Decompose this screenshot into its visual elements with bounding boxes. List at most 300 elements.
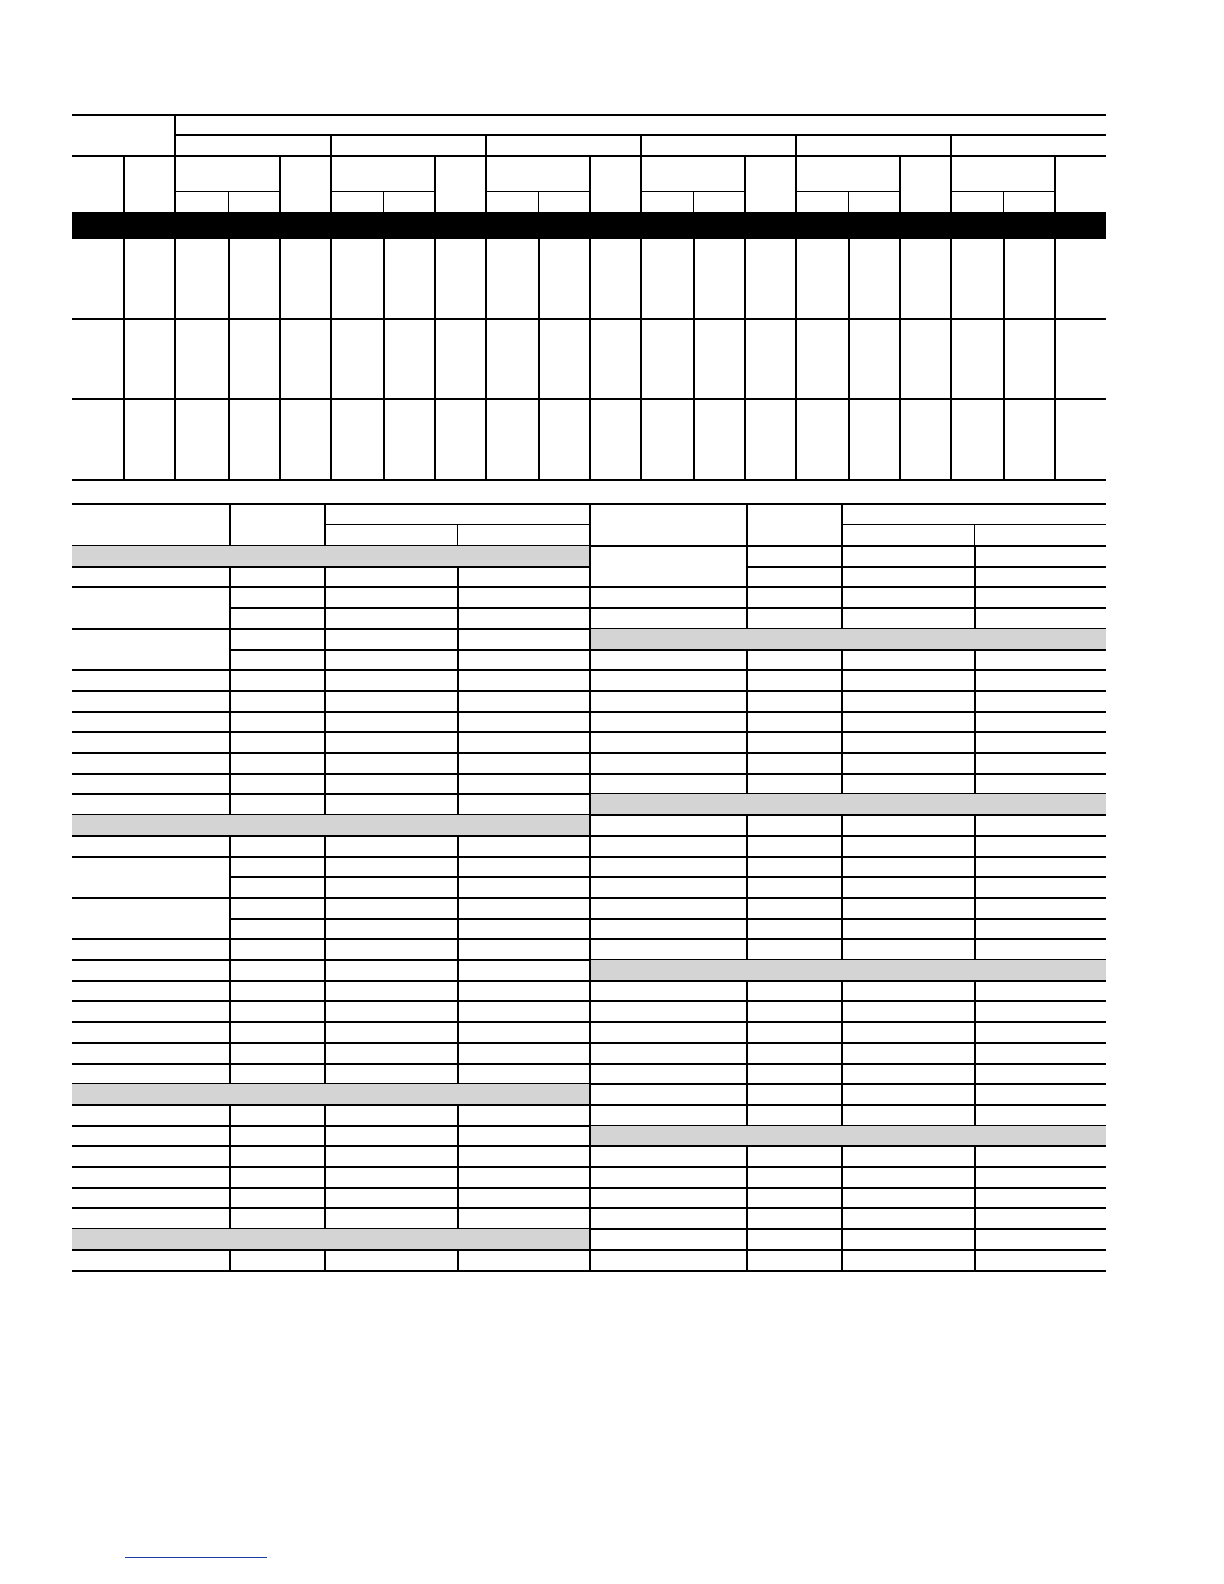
left-col-divider bbox=[457, 1104, 459, 1125]
left-col-divider bbox=[229, 876, 231, 897]
right-col-divider bbox=[746, 731, 748, 752]
upper-table-subcol-divider bbox=[899, 155, 901, 212]
right-row-rule bbox=[589, 918, 1106, 920]
lower-table-center-divider bbox=[589, 1042, 591, 1063]
right-row-rule bbox=[589, 980, 1106, 982]
right-col-divider bbox=[746, 980, 748, 1000]
left-col-divider bbox=[229, 938, 231, 959]
right-col-divider bbox=[841, 876, 843, 897]
lower-table-center-divider bbox=[589, 1166, 591, 1187]
left-col-divider bbox=[229, 1000, 231, 1021]
left-col-divider bbox=[457, 649, 459, 669]
right-col-divider bbox=[746, 1104, 748, 1125]
right-col-divider bbox=[746, 918, 748, 938]
upper-table-group-divider bbox=[640, 134, 642, 212]
left-col-divider bbox=[324, 1249, 326, 1270]
right-col-divider bbox=[974, 814, 976, 835]
upper-table-body-col bbox=[330, 239, 332, 480]
left-row-rule bbox=[72, 773, 589, 775]
left-row-rule bbox=[72, 938, 589, 940]
right-col-divider bbox=[746, 938, 748, 959]
right-col-divider bbox=[974, 1166, 976, 1187]
left-row-rule bbox=[72, 1000, 589, 1002]
left-col-divider bbox=[457, 1187, 459, 1207]
right-col-divider bbox=[746, 1021, 748, 1042]
right-row-rule bbox=[589, 876, 1106, 878]
left-row-rule bbox=[72, 1187, 589, 1189]
right-row-rule bbox=[589, 773, 1106, 775]
left-row-rule bbox=[72, 566, 589, 568]
right-col-divider bbox=[746, 752, 748, 773]
left-row-rule bbox=[229, 918, 589, 920]
left-col-divider bbox=[457, 669, 459, 690]
lower-table-center-divider bbox=[589, 897, 591, 918]
left-col-divider bbox=[229, 731, 231, 752]
left-section-heading-row bbox=[72, 815, 589, 835]
upper-table-subgroup-rule bbox=[950, 191, 1054, 192]
left-section-heading-row bbox=[72, 1084, 589, 1104]
left-col-divider bbox=[324, 1207, 326, 1228]
lower-table-center-divider bbox=[589, 959, 591, 980]
right-col-divider bbox=[974, 1187, 976, 1207]
lower-table-center-divider bbox=[589, 1187, 591, 1207]
lower-table-header-col bbox=[841, 503, 843, 546]
upper-table-subcol-divider bbox=[228, 191, 229, 212]
left-col-divider bbox=[457, 938, 459, 959]
left-col-divider bbox=[324, 918, 326, 938]
upper-table-group-divider bbox=[950, 134, 952, 212]
left-col-divider bbox=[229, 1125, 231, 1145]
right-col-divider bbox=[746, 1249, 748, 1270]
lower-table-center-divider bbox=[589, 690, 591, 711]
left-col-divider bbox=[457, 711, 459, 731]
right-col-divider bbox=[974, 752, 976, 773]
right-col-divider bbox=[841, 938, 843, 959]
right-col-divider bbox=[746, 1187, 748, 1207]
right-col-divider bbox=[841, 1104, 843, 1125]
right-col-divider bbox=[974, 1249, 976, 1270]
right-section-heading-row bbox=[589, 1126, 1106, 1145]
right-col-divider bbox=[841, 1021, 843, 1042]
right-row-rule bbox=[589, 690, 1106, 692]
left-col-divider bbox=[229, 1104, 231, 1125]
left-col-divider bbox=[229, 980, 231, 1000]
left-col-divider bbox=[457, 793, 459, 814]
left-col-divider bbox=[457, 1000, 459, 1021]
right-col-divider bbox=[974, 669, 976, 690]
right-col-divider bbox=[974, 566, 976, 586]
right-col-divider bbox=[746, 1228, 748, 1249]
right-row-rule bbox=[589, 1207, 1106, 1209]
lower-table-center-divider bbox=[589, 1104, 591, 1125]
lower-table-center-divider bbox=[589, 793, 591, 814]
left-col-divider bbox=[457, 1249, 459, 1270]
left-row-rule bbox=[72, 1166, 589, 1168]
left-col-divider bbox=[324, 1021, 326, 1042]
upper-table-col-divider bbox=[123, 155, 125, 212]
left-col-divider bbox=[229, 1145, 231, 1166]
right-col-divider bbox=[974, 649, 976, 669]
right-col-divider bbox=[841, 690, 843, 711]
upper-table-group-divider bbox=[330, 134, 332, 212]
right-col-divider bbox=[841, 586, 843, 607]
right-col-divider bbox=[746, 711, 748, 731]
right-row-rule bbox=[589, 856, 1106, 858]
left-col-divider bbox=[229, 628, 231, 649]
lower-table-center-divider bbox=[589, 566, 591, 586]
right-col-divider bbox=[974, 1207, 976, 1228]
lower-table-center-divider bbox=[589, 607, 591, 628]
left-col-divider bbox=[457, 586, 459, 607]
lower-table-center-divider bbox=[589, 545, 591, 566]
left-col-divider bbox=[324, 938, 326, 959]
left-col-divider bbox=[457, 980, 459, 1000]
left-row-rule bbox=[72, 856, 589, 858]
right-col-divider bbox=[746, 607, 748, 628]
right-row-rule bbox=[589, 938, 1106, 940]
left-col-divider bbox=[229, 586, 231, 607]
left-col-divider bbox=[324, 1000, 326, 1021]
lower-table-header-col bbox=[746, 503, 748, 546]
left-row-rule bbox=[72, 711, 589, 713]
left-col-divider bbox=[324, 566, 326, 586]
upper-table-subgroup-rule bbox=[175, 191, 279, 192]
left-row-rule bbox=[72, 793, 589, 795]
lower-table-center-divider bbox=[589, 1021, 591, 1042]
left-col-divider bbox=[324, 773, 326, 793]
upper-table-subcol-divider bbox=[538, 191, 539, 212]
right-row-rule bbox=[589, 897, 1106, 899]
upper-table-header-band bbox=[72, 212, 1106, 239]
left-col-divider bbox=[324, 1145, 326, 1166]
right-col-divider bbox=[746, 835, 748, 856]
right-col-divider bbox=[746, 876, 748, 897]
lower-table-center-divider bbox=[589, 586, 591, 607]
right-col-divider bbox=[841, 897, 843, 918]
left-row-rule bbox=[72, 1104, 589, 1106]
right-col-divider bbox=[841, 731, 843, 752]
right-col-divider bbox=[746, 1083, 748, 1104]
left-col-divider bbox=[324, 586, 326, 607]
lower-table-center-divider bbox=[589, 1125, 591, 1145]
left-row-rule bbox=[72, 752, 589, 754]
left-col-divider bbox=[457, 690, 459, 711]
left-col-divider bbox=[457, 876, 459, 897]
left-col-divider bbox=[229, 711, 231, 731]
right-col-divider bbox=[746, 669, 748, 690]
right-col-divider bbox=[974, 876, 976, 897]
left-row-rule bbox=[72, 731, 589, 733]
left-col-divider bbox=[229, 752, 231, 773]
upper-table-group-divider bbox=[795, 134, 797, 212]
upper-table-subgroup-rule bbox=[485, 191, 589, 192]
right-row-rule bbox=[589, 1249, 1106, 1251]
right-section-heading-row bbox=[589, 960, 1106, 980]
right-col-divider bbox=[841, 1207, 843, 1228]
right-col-divider bbox=[841, 835, 843, 856]
right-row-rule bbox=[589, 814, 1106, 816]
upper-table-body-col bbox=[950, 239, 952, 480]
upper-table-subcol-divider bbox=[383, 191, 384, 212]
left-col-divider bbox=[457, 897, 459, 918]
lower-table-center-divider bbox=[589, 711, 591, 731]
upper-table-body-col bbox=[123, 239, 125, 480]
right-col-divider bbox=[974, 711, 976, 731]
left-col-divider bbox=[324, 1125, 326, 1145]
upper-table-subcol-divider bbox=[279, 155, 281, 212]
upper-table-subcol-divider bbox=[693, 191, 694, 212]
right-row-rule bbox=[589, 1063, 1106, 1065]
lower-table-center-divider bbox=[589, 731, 591, 752]
right-col-divider bbox=[841, 1145, 843, 1166]
right-col-divider bbox=[841, 1083, 843, 1104]
upper-table-subcol-divider bbox=[848, 191, 849, 212]
right-col-divider bbox=[841, 918, 843, 938]
lower-table-center-divider bbox=[589, 938, 591, 959]
right-col-divider bbox=[841, 773, 843, 793]
left-col-divider bbox=[229, 793, 231, 814]
left-row-rule bbox=[229, 649, 589, 651]
left-col-divider bbox=[457, 1125, 459, 1145]
upper-table-subgroup-rule bbox=[640, 191, 744, 192]
left-row-rule bbox=[72, 628, 589, 630]
right-col-divider bbox=[746, 1000, 748, 1021]
left-col-divider bbox=[229, 1021, 231, 1042]
left-col-divider bbox=[324, 959, 326, 980]
left-col-divider bbox=[324, 856, 326, 876]
right-row-rule bbox=[589, 607, 1106, 609]
lower-table-center-divider bbox=[589, 752, 591, 773]
right-col-divider bbox=[841, 814, 843, 835]
right-col-divider bbox=[841, 1042, 843, 1063]
left-col-divider bbox=[457, 959, 459, 980]
left-row-rule bbox=[72, 897, 589, 899]
upper-table-subcol-divider bbox=[744, 155, 746, 212]
right-row-rule bbox=[746, 566, 1106, 568]
lower-table-center-divider bbox=[589, 628, 591, 649]
left-col-divider bbox=[229, 1166, 231, 1187]
left-col-divider bbox=[229, 959, 231, 980]
lower-table-center-divider bbox=[589, 814, 591, 835]
right-col-divider bbox=[746, 566, 748, 586]
right-row-rule bbox=[589, 1228, 1106, 1230]
left-col-divider bbox=[457, 1021, 459, 1042]
left-col-divider bbox=[229, 690, 231, 711]
left-col-divider bbox=[229, 607, 231, 628]
left-col-divider bbox=[229, 1249, 231, 1270]
upper-table-subgroup-rule bbox=[795, 191, 899, 192]
left-col-divider bbox=[457, 856, 459, 876]
right-col-divider bbox=[974, 1228, 976, 1249]
right-row-rule bbox=[589, 669, 1106, 671]
upper-table-body-col bbox=[228, 239, 230, 480]
left-row-rule bbox=[72, 1021, 589, 1023]
lower-table-center-divider bbox=[589, 980, 591, 1000]
right-col-divider bbox=[746, 649, 748, 669]
left-col-divider bbox=[457, 1042, 459, 1063]
left-row-rule bbox=[72, 1042, 589, 1044]
right-col-divider bbox=[974, 545, 976, 566]
right-col-divider bbox=[974, 731, 976, 752]
right-row-rule bbox=[589, 586, 1106, 588]
left-col-divider bbox=[324, 1187, 326, 1207]
right-col-divider bbox=[974, 1083, 976, 1104]
left-col-divider bbox=[457, 1063, 459, 1083]
right-row-rule bbox=[589, 1270, 1106, 1272]
left-col-divider bbox=[324, 731, 326, 752]
left-col-divider bbox=[229, 773, 231, 793]
left-col-divider bbox=[457, 1145, 459, 1166]
left-col-divider bbox=[324, 649, 326, 669]
upper-table-body-col bbox=[1003, 239, 1005, 480]
left-col-divider bbox=[324, 1063, 326, 1083]
right-col-divider bbox=[841, 752, 843, 773]
right-col-divider bbox=[974, 897, 976, 918]
left-col-divider bbox=[324, 876, 326, 897]
right-col-divider bbox=[841, 1187, 843, 1207]
left-row-rule bbox=[72, 980, 589, 982]
left-col-divider bbox=[324, 1104, 326, 1125]
upper-table-body-col bbox=[693, 239, 695, 480]
right-col-divider bbox=[841, 649, 843, 669]
left-row-rule bbox=[229, 607, 589, 609]
upper-table-col-divider bbox=[174, 114, 176, 212]
lower-table-center-divider bbox=[589, 773, 591, 793]
right-row-rule bbox=[589, 1042, 1106, 1044]
right-section-heading-row bbox=[589, 794, 1106, 814]
right-col-divider bbox=[746, 856, 748, 876]
lower-table-center-divider bbox=[589, 835, 591, 856]
left-row-rule bbox=[72, 1125, 589, 1127]
left-row-rule bbox=[72, 690, 589, 692]
right-col-divider bbox=[974, 918, 976, 938]
right-row-rule bbox=[589, 711, 1106, 713]
right-col-divider bbox=[974, 1000, 976, 1021]
upper-table-subcol-divider bbox=[434, 155, 436, 212]
left-col-divider bbox=[229, 566, 231, 586]
right-col-divider bbox=[746, 1166, 748, 1187]
lower-table-header-col bbox=[324, 503, 326, 546]
right-col-divider bbox=[974, 835, 976, 856]
left-col-divider bbox=[324, 711, 326, 731]
left-row-rule bbox=[72, 835, 589, 837]
left-col-divider bbox=[324, 628, 326, 649]
lower-table-center-divider bbox=[589, 1249, 591, 1270]
upper-table-body-col bbox=[640, 239, 642, 480]
right-col-divider bbox=[841, 711, 843, 731]
right-col-divider bbox=[974, 773, 976, 793]
left-col-divider bbox=[457, 835, 459, 856]
upper-table-subcol-divider bbox=[589, 155, 591, 212]
right-row-rule bbox=[589, 649, 1106, 651]
left-col-divider bbox=[229, 897, 231, 918]
right-col-divider bbox=[841, 1249, 843, 1270]
right-row-rule bbox=[589, 1166, 1106, 1168]
left-col-divider bbox=[324, 690, 326, 711]
right-row-rule bbox=[589, 1083, 1106, 1085]
right-col-divider bbox=[746, 690, 748, 711]
upper-table-body-col bbox=[1054, 239, 1056, 480]
upper-table-body-col bbox=[485, 239, 487, 480]
left-col-divider bbox=[229, 1207, 231, 1228]
left-col-divider bbox=[324, 980, 326, 1000]
left-row-rule bbox=[72, 1145, 589, 1147]
right-col-divider bbox=[841, 1000, 843, 1021]
left-col-divider bbox=[229, 669, 231, 690]
right-col-divider bbox=[746, 1042, 748, 1063]
left-section-heading-row bbox=[72, 546, 589, 566]
upper-table-body-col bbox=[589, 239, 591, 480]
left-col-divider bbox=[324, 607, 326, 628]
lower-table-center-divider bbox=[589, 876, 591, 897]
left-col-divider bbox=[324, 1042, 326, 1063]
right-col-divider bbox=[841, 1228, 843, 1249]
upper-table-body-col bbox=[899, 239, 901, 480]
left-col-divider bbox=[457, 1166, 459, 1187]
right-row-rule bbox=[589, 752, 1106, 754]
upper-table-subcol-divider bbox=[1003, 191, 1004, 212]
left-row-rule bbox=[72, 1270, 589, 1272]
right-row-rule bbox=[589, 731, 1106, 733]
lower-table-center-divider bbox=[589, 669, 591, 690]
right-col-divider bbox=[974, 856, 976, 876]
footnote-rule bbox=[125, 1557, 267, 1558]
right-row-rule bbox=[589, 1021, 1106, 1023]
left-col-divider bbox=[229, 856, 231, 876]
lower-table-header-subcol bbox=[457, 524, 458, 545]
left-col-divider bbox=[229, 649, 231, 669]
upper-table-body-col bbox=[434, 239, 436, 480]
right-col-divider bbox=[746, 1145, 748, 1166]
lower-table-header-subcol bbox=[974, 524, 975, 545]
right-col-divider bbox=[746, 773, 748, 793]
right-col-divider bbox=[974, 607, 976, 628]
left-col-divider bbox=[457, 731, 459, 752]
right-col-divider bbox=[974, 1145, 976, 1166]
right-row-rule bbox=[589, 835, 1106, 837]
right-col-divider bbox=[974, 586, 976, 607]
upper-table-body-col bbox=[538, 239, 540, 480]
lower-table-center-divider bbox=[589, 1207, 591, 1228]
right-col-divider bbox=[974, 980, 976, 1000]
left-row-rule bbox=[72, 1249, 589, 1251]
lower-table-header-col bbox=[589, 503, 591, 546]
left-row-rule bbox=[72, 959, 589, 961]
lower-table-header-col bbox=[229, 503, 231, 546]
left-col-divider bbox=[457, 918, 459, 938]
right-col-divider bbox=[746, 545, 748, 566]
right-section-heading-row bbox=[589, 629, 1106, 649]
right-col-divider bbox=[746, 814, 748, 835]
right-col-divider bbox=[841, 856, 843, 876]
left-col-divider bbox=[229, 1042, 231, 1063]
upper-table-top-rule bbox=[72, 114, 1106, 116]
upper-table-body-col bbox=[795, 239, 797, 480]
left-row-rule bbox=[72, 586, 589, 588]
right-col-divider bbox=[841, 1063, 843, 1083]
right-row-rule bbox=[589, 1187, 1106, 1189]
right-col-divider bbox=[974, 938, 976, 959]
upper-table-subcol-divider bbox=[1054, 155, 1056, 212]
left-col-divider bbox=[457, 752, 459, 773]
left-col-divider bbox=[324, 752, 326, 773]
right-col-divider bbox=[841, 545, 843, 566]
upper-table-body-col bbox=[848, 239, 850, 480]
right-row-rule bbox=[589, 1000, 1106, 1002]
lower-table-center-divider bbox=[589, 649, 591, 669]
left-col-divider bbox=[229, 835, 231, 856]
lower-table-center-divider bbox=[589, 856, 591, 876]
